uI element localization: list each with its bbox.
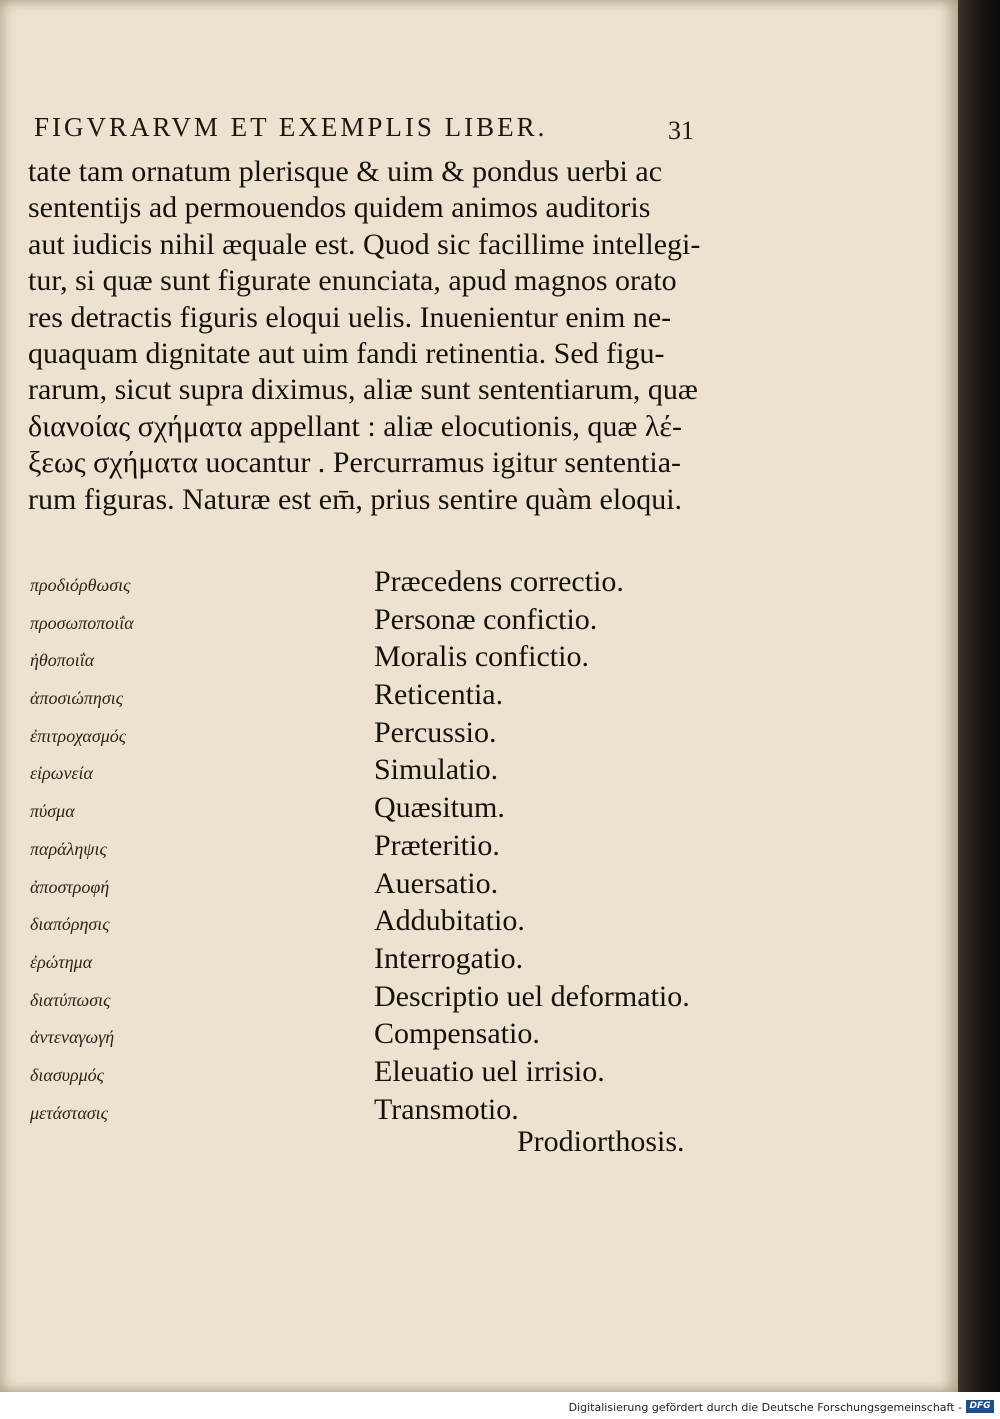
list-item — [30, 904, 730, 942]
body-paragraph — [28, 154, 718, 518]
figures-list — [30, 565, 730, 1130]
page-number: 31 — [668, 116, 694, 145]
body-line: aut iudicis nihil æquale est. Quod sic facillime intellegi- — [28, 227, 701, 261]
list-item — [30, 753, 730, 791]
latin-term: Eleuatio uel irrisio. — [374, 1054, 605, 1088]
list-item — [30, 1017, 730, 1055]
latin-term: Reticentia. — [374, 678, 504, 712]
greek-term: ἀντεναγωγή — [30, 1027, 115, 1048]
latin-term: Transmotio. — [374, 1092, 519, 1126]
book-edge — [958, 0, 1000, 1392]
body-line: res detractis figuris eloqui uelis. Inuenientur enim ne- — [28, 300, 672, 334]
latin-term: Compensatio. — [374, 1017, 540, 1051]
greek-term: ἐπιτροχασμός — [30, 725, 127, 746]
body-line: rum figuras. Naturæ est em̄, prius sentire quàm eloqui. — [28, 482, 683, 516]
latin-term: Auersatio. — [374, 866, 499, 900]
footer-credit: Digitalisierung gefördert durch die Deutsche Forschungsgemeinschaft - — [568, 1401, 962, 1414]
list-item — [30, 640, 730, 678]
greek-term: ἠθοποιΐα — [30, 650, 95, 671]
list-item — [30, 980, 730, 1018]
list-item — [30, 791, 730, 829]
greek-term: πύσμα — [30, 801, 75, 822]
body-line: διανοίας σχήματα appellant : aliæ elocutionis, quæ λέ- — [28, 409, 682, 443]
running-header: FIGVRARVM ET EXEMPLIS LIBER. — [34, 112, 548, 142]
latin-term: Addubitatio. — [374, 904, 525, 938]
list-item — [30, 678, 730, 716]
body-line: quaquam dignitate aut uim fandi retinentia. Sed figu- — [28, 337, 665, 371]
latin-term: Quæsitum. — [374, 791, 505, 825]
greek-term: εἰρωνεία — [30, 763, 93, 784]
list-item — [30, 565, 730, 603]
latin-term: Percussio. — [374, 715, 497, 749]
body-line: tate tam ornatum plerisque & uim & pondus uerbi ac — [28, 155, 663, 188]
greek-term: μετάστασις — [30, 1102, 108, 1123]
body-line: rarum, sicut supra diximus, aliæ sunt sententiarum, quæ — [28, 373, 698, 407]
dfg-logo: DFG — [966, 1400, 994, 1413]
list-item — [30, 942, 730, 980]
body-line: tur, si quæ sunt figurate enunciata, apud magnos orato — [28, 264, 677, 298]
latin-term: Præteritio. — [374, 828, 500, 862]
body-line: ξεως σχήματα uocantur . Percurramus igitur sententia- — [28, 446, 682, 480]
list-item — [30, 603, 730, 641]
body-line: sententijs ad permouendos quidem animos auditoris — [28, 191, 651, 225]
greek-term: ἐρώτημα — [30, 951, 93, 972]
list-item — [30, 829, 730, 867]
latin-term: Descriptio uel deformatio. — [374, 979, 690, 1013]
list-item — [30, 867, 730, 905]
greek-term: προσωποποιΐα — [30, 612, 134, 633]
list-item — [30, 1055, 730, 1093]
list-item — [30, 716, 730, 754]
latin-term: Simulatio. — [374, 753, 499, 787]
greek-term: παράληψις — [30, 838, 107, 859]
greek-term: ἀποστροφή — [30, 876, 110, 897]
latin-term: Præcedens correctio. — [374, 565, 624, 598]
latin-term: Personæ confictio. — [374, 602, 598, 636]
latin-term: Moralis confictio. — [374, 640, 589, 674]
latin-term: Interrogatio. — [374, 941, 524, 975]
greek-term: ἀποσιώπησις — [30, 688, 124, 709]
greek-term: διαπόρησις — [30, 914, 110, 935]
greek-term: διασυρμός — [30, 1064, 104, 1085]
greek-term: προδιόρθωσις — [30, 575, 131, 595]
catchword: Prodiorthosis. — [517, 1125, 685, 1158]
greek-term: διατύπωσις — [30, 989, 111, 1010]
